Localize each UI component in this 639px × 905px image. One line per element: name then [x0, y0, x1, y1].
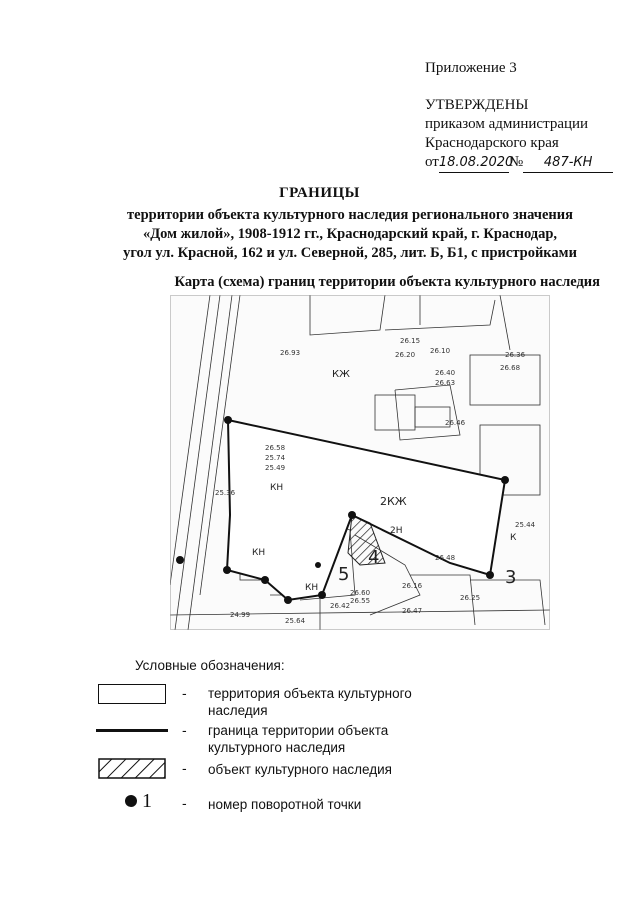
elevation-label: 26.10: [430, 347, 451, 355]
label-annex: 2Н: [390, 526, 403, 536]
elevation-label: 26.16: [402, 582, 423, 590]
label-point-4: 4: [368, 547, 380, 568]
legend-item-object: [208, 761, 392, 778]
document-subtitle: [90, 206, 610, 263]
approval-from-label: от: [425, 154, 439, 170]
boundary-map: [170, 295, 550, 630]
elevation-label: 25.36: [215, 489, 236, 497]
label-point-5: 5: [338, 564, 350, 585]
legend-object-swatch: [98, 758, 166, 779]
elevation-label: 26.36: [505, 351, 526, 359]
elevation-label: 26.60: [350, 589, 371, 597]
turn-point: [223, 566, 231, 574]
legend-turn-point-number: 1: [142, 790, 152, 812]
elevation-label: 26.63: [435, 379, 456, 387]
label-kn-3: КН: [305, 583, 319, 593]
legend-text: объект культурного наследия: [208, 762, 392, 777]
label-kn-1: КН: [270, 483, 284, 493]
subtitle-line-2: «Дом жилой», 1908-1912 гг., Краснодарский край, г. Краснодар,: [142, 226, 558, 242]
legend-dash: -: [182, 722, 187, 738]
legend-text: культурного наследия: [208, 740, 346, 755]
elevation-label: 26.46: [445, 419, 466, 427]
turn-point: [224, 416, 232, 424]
elevation-label: 26.68: [500, 364, 521, 372]
elevation-label: 26.20: [395, 351, 416, 359]
legend-text: наследия: [208, 703, 268, 718]
elevation-label: 26.93: [280, 349, 301, 357]
approval-line-2: приказом администрации: [425, 116, 589, 132]
legend-dash: -: [182, 795, 187, 811]
elevation-label: 26.25: [460, 594, 481, 602]
elevation-label: 25.44: [515, 521, 536, 529]
document-title: ГРАНИЦЫ: [279, 185, 360, 201]
elevation-label: 25.74: [265, 454, 286, 462]
approval-number-handwritten: 487-КН: [523, 153, 613, 173]
label-main-building: 2КЖ: [380, 495, 407, 508]
legend-territory-swatch: [98, 684, 166, 704]
label-east-building: К: [510, 533, 517, 543]
approval-line-3: Краснодарского края: [425, 135, 559, 151]
legend-text: территория объекта культурного: [208, 686, 412, 701]
legend-dash: -: [182, 760, 187, 776]
legend-title: Условные обозначения:: [135, 658, 285, 673]
legend-item-turn-point: [208, 796, 361, 813]
legend-item-boundary: [208, 722, 388, 756]
subtitle-line-1: территории объекта культурного наследия регионального значения: [127, 207, 573, 223]
turn-point: [315, 562, 321, 568]
subtitle-line-3: угол ул. Красной, 162 и ул. Северной, 285, лит. Б, Б1, с пристройками: [123, 245, 577, 261]
elevation-label: 26.15: [400, 337, 421, 345]
elevation-label: 26.58: [265, 444, 286, 452]
turn-point: [348, 511, 356, 519]
legend-boundary-swatch: [96, 729, 168, 732]
elevation-label: 26.47: [402, 607, 423, 615]
elevation-label: 25.49: [265, 464, 286, 472]
turn-point: [486, 571, 494, 579]
turn-point: [318, 591, 326, 599]
elevation-label: 26.55: [350, 597, 371, 605]
turn-point: [176, 556, 184, 564]
approval-date-handwritten: 18.08.2020: [439, 153, 509, 173]
approval-block: [425, 96, 613, 173]
approval-number-label: №: [508, 154, 524, 170]
approval-date-line: [425, 153, 613, 173]
map-caption: Карта (схема) границ территории объекта культурного наследия: [174, 274, 600, 290]
turn-point: [501, 476, 509, 484]
legend-turn-point-dot: [125, 795, 137, 807]
label-kn-2: КН: [252, 548, 266, 558]
elevation-label: 26.42: [330, 602, 351, 610]
elevation-label: 25.64: [285, 617, 306, 625]
turn-point: [284, 596, 292, 604]
label-point-3: 3: [505, 567, 517, 588]
turn-point: [261, 576, 269, 584]
elevation-label: 26.48: [435, 554, 456, 562]
label-north-building: КЖ: [332, 369, 350, 380]
legend-text: номер поворотной точки: [208, 797, 362, 812]
legend-item-territory: [208, 685, 412, 719]
appendix-label: Приложение 3: [425, 60, 517, 76]
elevation-label: 26.40: [435, 369, 456, 377]
approval-line-1: УТВЕРЖДЕНЫ: [425, 97, 529, 113]
legend-dash: -: [182, 685, 187, 701]
legend-text: граница территории объекта: [208, 723, 389, 738]
elevation-label: 24.99: [230, 611, 251, 619]
